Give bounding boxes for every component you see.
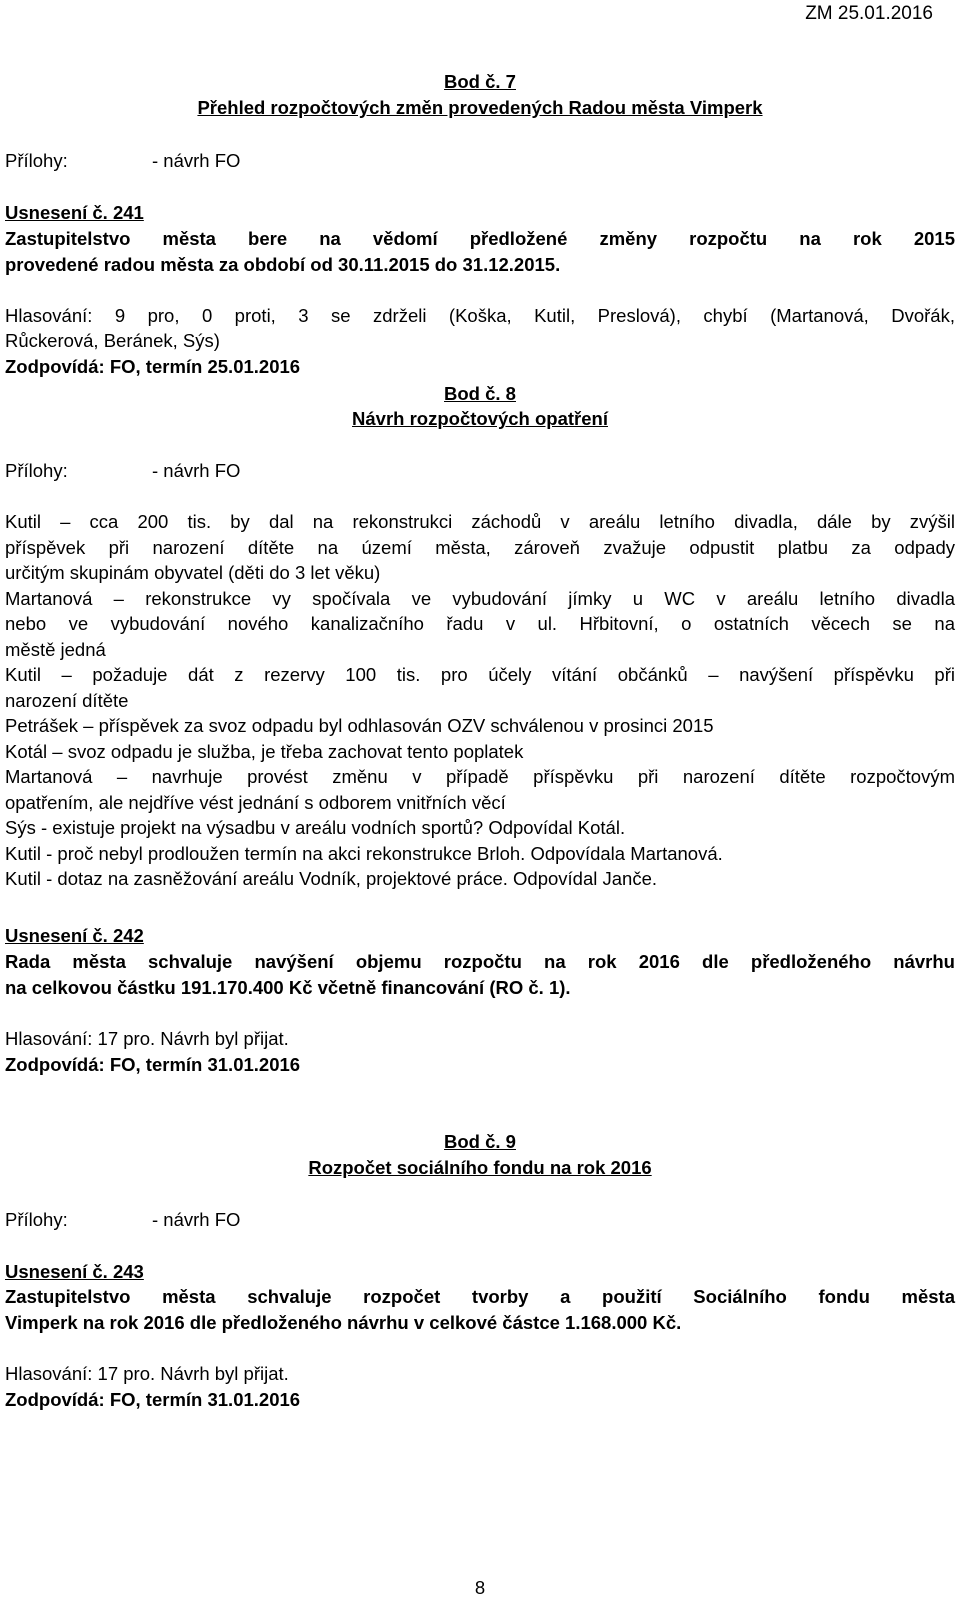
discussion-line: opatřením, ale nejdříve vést jednání s odborem vnitřních věcí <box>5 791 506 813</box>
discussion-line: Sýs - existuje projekt na výsadbu v areálu vodních sportů? Odpovídal Kotál. <box>5 817 626 838</box>
bod7-resolution-line2: provedené radou města za období od 30.11.2015 do 31.12.2015. <box>5 254 561 275</box>
bod8-subtitle: Návrh rozpočtových opatření <box>352 408 608 429</box>
discussion-line: Kotál – svoz odpadu je služba, je třeba zachovat tento poplatek <box>5 740 524 762</box>
discussion-line: Kutil - dotaz na zasněžování areálu Vodník, projektové práce. Odpovídal Janče. <box>5 868 658 889</box>
bod7-vote-line2: Růckerová, Beránek, Sýs) <box>5 330 220 351</box>
bod9-resolution-label: Usnesení č. 243 <box>5 1261 144 1282</box>
bod8-responsible: Zodpovídá: FO, termín 31.01.2016 <box>5 1054 301 1075</box>
bod9-vote: Hlasování: 17 pro. Návrh byl přijat. <box>5 1363 289 1384</box>
bod8-vote: Hlasování: 17 pro. Návrh byl přijat. <box>5 1028 289 1049</box>
discussion-line: Kutil – požaduje dát z rezervy 100 tis. pro účely vítání občánků – navýšení příspěvku při <box>5 664 955 685</box>
bod7-subtitle: Přehled rozpočtových změn provedených Radou města Vimperk <box>197 97 763 118</box>
bod7-title: Bod č. 7 <box>444 71 516 92</box>
bod9-responsible: Zodpovídá: FO, termín 31.01.2016 <box>5 1389 301 1410</box>
bod9-attachments-value: - návrh FO <box>152 1209 241 1230</box>
discussion-line: Petrášek – příspěvek za svoz odpadu byl odhlasován OZV schválenou v prosinci 2015 <box>5 715 714 736</box>
bod9-subtitle: Rozpočet sociálního fondu na rok 2016 <box>308 1157 652 1178</box>
bod9-resolution-line1: Zastupitelstvo města schvaluje rozpočet tvorby a použití Sociálního fondu města <box>5 1286 955 1307</box>
discussion-line: městě jedná <box>5 638 106 660</box>
bod9-attachments-label: Přílohy: <box>5 1209 68 1230</box>
bod7-attachments-label: Přílohy: <box>5 150 68 171</box>
bod8-resolution-line1: Rada města schvaluje navýšení objemu rozpočtu na rok 2016 dle předloženého návrhu <box>5 951 955 972</box>
bod7-responsible: Zodpovídá: FO, termín 25.01.2016 <box>5 356 301 377</box>
bod7-resolution-label: Usnesení č. 241 <box>5 202 144 223</box>
bod7-vote-line1: Hlasování: 9 pro, 0 proti, 3 se zdrželi (Koška, Kutil, Preslová), chybí (Martanová, Dvořák, <box>5 305 955 326</box>
discussion-line: nebo ve vybudování nového kanalizačního řadu v ul. Hřbitovní, o ostatních věcech se na <box>5 613 955 634</box>
bod8-discussion <box>5 509 955 892</box>
page-number: 8 <box>474 1577 486 1598</box>
bod8-resolution-line2: na celkovou částku 191.170.400 Kč včetně financování (RO č. 1). <box>5 977 571 998</box>
bod7-attachments-value: - návrh FO <box>152 150 241 171</box>
discussion-line: Kutil - proč nebyl prodloužen termín na akci rekonstrukce Brloh. Odpovídala Martanová. <box>5 842 723 864</box>
discussion-line: Martanová – rekonstrukce vy spočívala ve vybudování jímky u WC v areálu letního divadla <box>5 587 955 609</box>
discussion-line: Kutil – cca 200 tis. by dal na rekonstrukci záchodů v areálu letního divadla, dále by zvýšil <box>5 511 955 532</box>
discussion-line: určitým skupinám obyvatel (děti do 3 let věku) <box>5 562 381 583</box>
bod9-title: Bod č. 9 <box>444 1131 516 1152</box>
discussion-line: příspěvek při narození dítěte na území města, zároveň zvažuje odpustit platbu za odpady <box>5 536 955 558</box>
bod9-resolution-line2: Vimperk na rok 2016 dle předloženého návrhu v celkové částce 1.168.000 Kč. <box>5 1312 682 1333</box>
bod8-attachments-label: Přílohy: <box>5 460 68 481</box>
discussion-line: Martanová – navrhuje provést změnu v případě příspěvku při narození dítěte rozpočtovým <box>5 766 955 787</box>
bod8-resolution-label: Usnesení č. 242 <box>5 925 144 946</box>
discussion-line: narození dítěte <box>5 689 129 711</box>
bod8-attachments-value: - návrh FO <box>152 460 241 481</box>
document-header: ZM 25.01.2016 <box>805 3 933 24</box>
bod8-title: Bod č. 8 <box>444 383 516 404</box>
bod7-resolution-line1: Zastupitelstvo města bere na vědomí předložené změny rozpočtu na rok 2015 <box>5 228 955 249</box>
